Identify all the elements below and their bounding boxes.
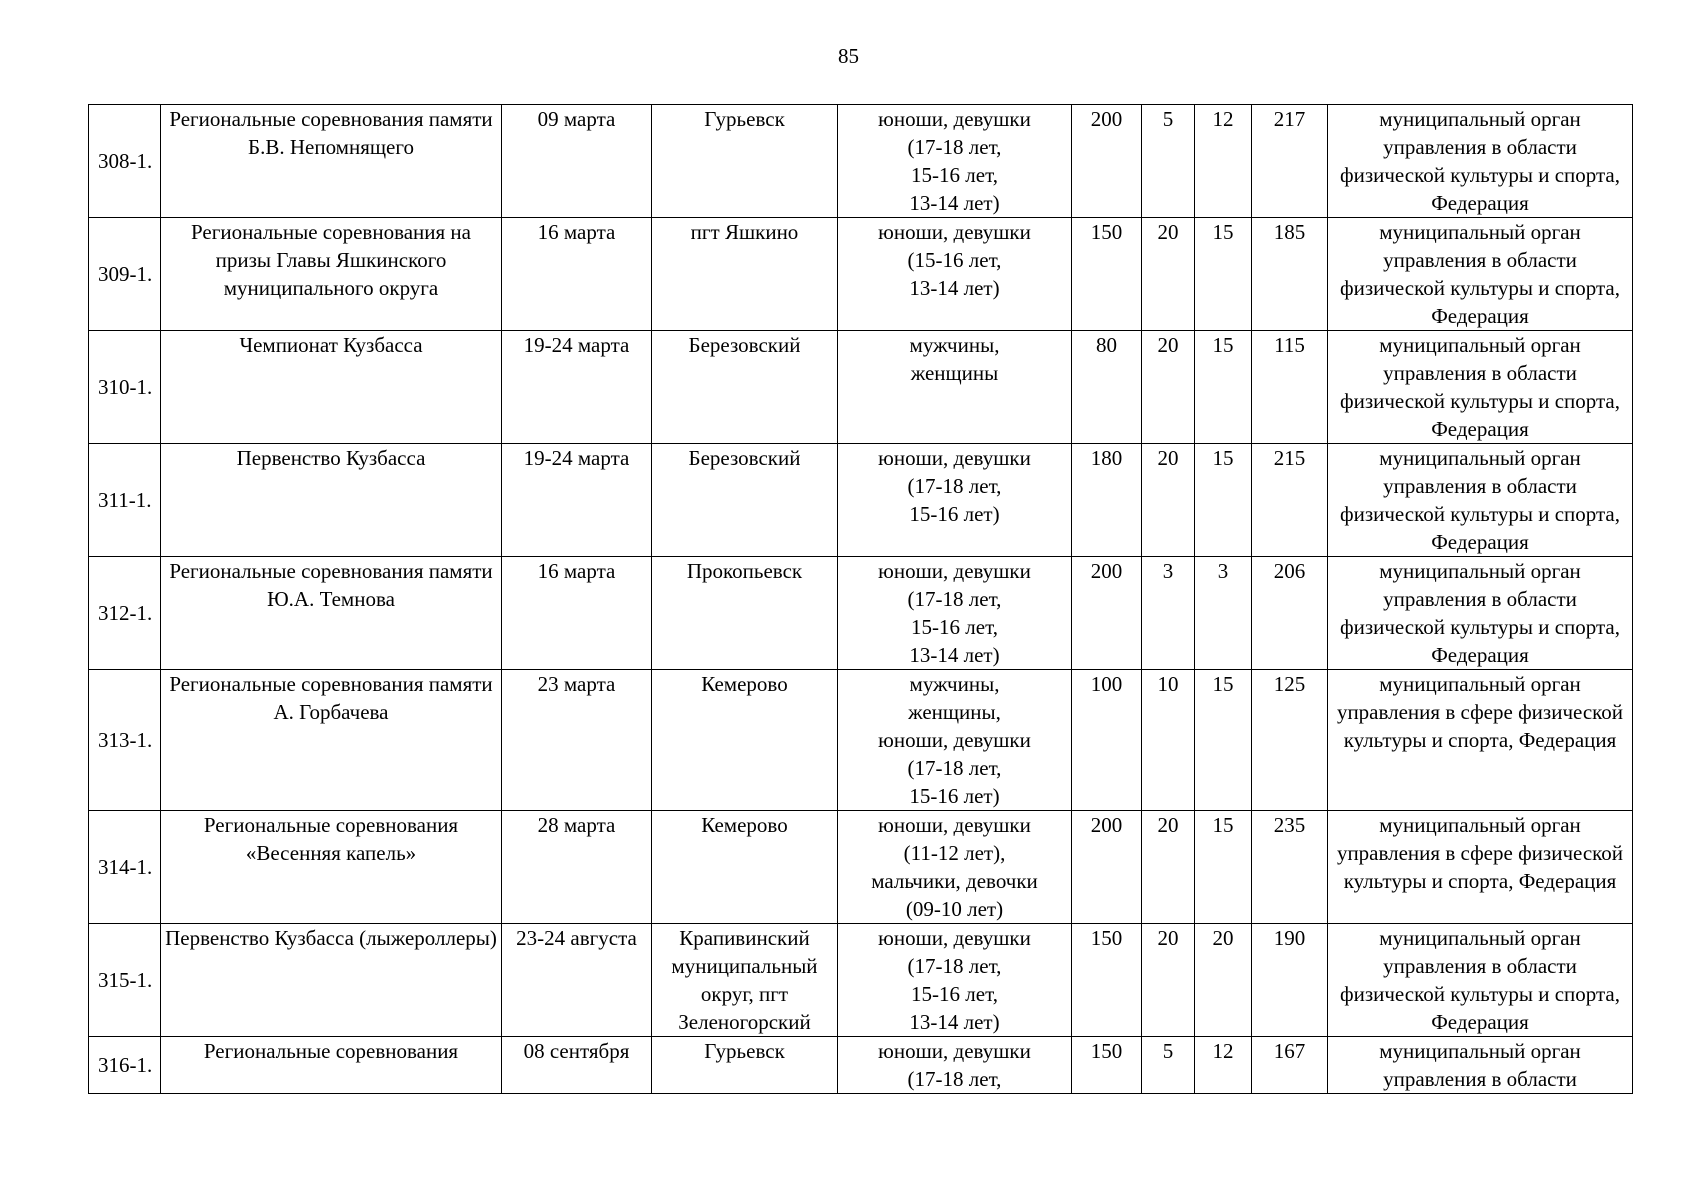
athletes-count: 150 — [1072, 924, 1142, 1037]
athletes-count: 200 — [1072, 557, 1142, 670]
event-number: 314-1. — [89, 811, 161, 924]
table-row — [89, 924, 1633, 1037]
event-place: Гурьевск — [652, 1037, 838, 1094]
event-date: 19-24 марта — [502, 444, 652, 557]
table-row — [89, 670, 1633, 811]
event-date: 23 марта — [502, 670, 652, 811]
coaches-count: 20 — [1142, 811, 1195, 924]
event-organizer: муниципальный орган управления в области — [1328, 1037, 1633, 1094]
event-name: Региональные соревнования памяти Ю.А. Темнова — [161, 557, 502, 670]
event-place: Кемерово — [652, 811, 838, 924]
event-name: Региональные соревнования — [161, 1037, 502, 1094]
event-participants: юноши, девушки (15-16 лет, 13-14 лет) — [838, 218, 1072, 331]
events-table — [88, 104, 1633, 1094]
event-number: 308-1. — [89, 105, 161, 218]
event-participants: мужчины, женщины — [838, 331, 1072, 444]
table-row — [89, 1037, 1633, 1094]
event-name: Региональные соревнования на призы Главы Яшкинского муниципального округа — [161, 218, 502, 331]
event-date: 16 марта — [502, 218, 652, 331]
event-organizer: муниципальный орган управления в области физической культуры и спорта, Федерация — [1328, 218, 1633, 331]
event-date: 23-24 августа — [502, 924, 652, 1037]
total-count: 190 — [1252, 924, 1328, 1037]
athletes-count: 80 — [1072, 331, 1142, 444]
event-number: 310-1. — [89, 331, 161, 444]
athletes-count: 150 — [1072, 1037, 1142, 1094]
event-organizer: муниципальный орган управления в области физической культуры и спорта, Федерация — [1328, 557, 1633, 670]
coaches-count: 20 — [1142, 218, 1195, 331]
event-organizer: муниципальный орган управления в области физической культуры и спорта, Федерация — [1328, 105, 1633, 218]
athletes-count: 100 — [1072, 670, 1142, 811]
event-organizer: муниципальный орган управления в области физической культуры и спорта, Федерация — [1328, 924, 1633, 1037]
event-place: Прокопьевск — [652, 557, 838, 670]
total-count: 185 — [1252, 218, 1328, 331]
event-organizer: муниципальный орган управления в области физической культуры и спорта, Федерация — [1328, 444, 1633, 557]
coaches-count: 10 — [1142, 670, 1195, 811]
total-count: 217 — [1252, 105, 1328, 218]
event-number: 312-1. — [89, 557, 161, 670]
judges-count: 15 — [1195, 811, 1252, 924]
event-place: Кемерово — [652, 670, 838, 811]
event-number: 309-1. — [89, 218, 161, 331]
event-date: 16 марта — [502, 557, 652, 670]
event-participants: юноши, девушки (11-12 лет), мальчики, девочки (09-10 лет) — [838, 811, 1072, 924]
event-date: 09 марта — [502, 105, 652, 218]
total-count: 215 — [1252, 444, 1328, 557]
event-number: 313-1. — [89, 670, 161, 811]
page-number: 85 — [838, 44, 859, 68]
event-organizer: муниципальный орган управления в сфере физической культуры и спорта, Федерация — [1328, 811, 1633, 924]
event-date: 19-24 марта — [502, 331, 652, 444]
event-participants: юноши, девушки (17-18 лет, — [838, 1037, 1072, 1094]
total-count: 167 — [1252, 1037, 1328, 1094]
athletes-count: 200 — [1072, 811, 1142, 924]
event-date: 08 сентября — [502, 1037, 652, 1094]
event-name: Региональные соревнования памяти А. Горбачева — [161, 670, 502, 811]
judges-count: 12 — [1195, 1037, 1252, 1094]
athletes-count: 200 — [1072, 105, 1142, 218]
total-count: 115 — [1252, 331, 1328, 444]
event-place: Березовский — [652, 444, 838, 557]
event-number: 316-1. — [89, 1037, 161, 1094]
event-participants: юноши, девушки (17-18 лет, 15-16 лет, 13-14 лет) — [838, 105, 1072, 218]
event-date: 28 марта — [502, 811, 652, 924]
judges-count: 15 — [1195, 670, 1252, 811]
athletes-count: 180 — [1072, 444, 1142, 557]
coaches-count: 20 — [1142, 444, 1195, 557]
event-place: пгт Яшкино — [652, 218, 838, 331]
table-row — [89, 218, 1633, 331]
event-name: Региональные соревнования памяти Б.В. Непомнящего — [161, 105, 502, 218]
total-count: 125 — [1252, 670, 1328, 811]
coaches-count: 3 — [1142, 557, 1195, 670]
total-count: 235 — [1252, 811, 1328, 924]
coaches-count: 5 — [1142, 1037, 1195, 1094]
judges-count: 15 — [1195, 218, 1252, 331]
judges-count: 15 — [1195, 444, 1252, 557]
event-name: Чемпионат Кузбасса — [161, 331, 502, 444]
table-row — [89, 331, 1633, 444]
event-number: 315-1. — [89, 924, 161, 1037]
event-participants: юноши, девушки (17-18 лет, 15-16 лет, 13-14 лет) — [838, 557, 1072, 670]
event-place: Березовский — [652, 331, 838, 444]
event-place: Крапивинский муниципальный округ, пгт Зеленогорский — [652, 924, 838, 1037]
event-organizer: муниципальный орган управления в области физической культуры и спорта, Федерация — [1328, 331, 1633, 444]
coaches-count: 5 — [1142, 105, 1195, 218]
event-participants: юноши, девушки (17-18 лет, 15-16 лет, 13-14 лет) — [838, 924, 1072, 1037]
total-count: 206 — [1252, 557, 1328, 670]
judges-count: 3 — [1195, 557, 1252, 670]
event-participants: юноши, девушки (17-18 лет, 15-16 лет) — [838, 444, 1072, 557]
event-organizer: муниципальный орган управления в сфере физической культуры и спорта, Федерация — [1328, 670, 1633, 811]
event-name: Первенство Кузбасса — [161, 444, 502, 557]
event-number: 311-1. — [89, 444, 161, 557]
table-row — [89, 105, 1633, 218]
event-place: Гурьевск — [652, 105, 838, 218]
coaches-count: 20 — [1142, 331, 1195, 444]
event-name: Первенство Кузбасса (лыжероллеры) — [161, 924, 502, 1037]
table-row — [89, 444, 1633, 557]
judges-count: 20 — [1195, 924, 1252, 1037]
judges-count: 15 — [1195, 331, 1252, 444]
athletes-count: 150 — [1072, 218, 1142, 331]
event-participants: мужчины, женщины, юноши, девушки (17-18 лет, 15-16 лет) — [838, 670, 1072, 811]
table-row — [89, 557, 1633, 670]
table-row — [89, 811, 1633, 924]
coaches-count: 20 — [1142, 924, 1195, 1037]
judges-count: 12 — [1195, 105, 1252, 218]
event-name: Региональные соревнования «Весенняя капель» — [161, 811, 502, 924]
